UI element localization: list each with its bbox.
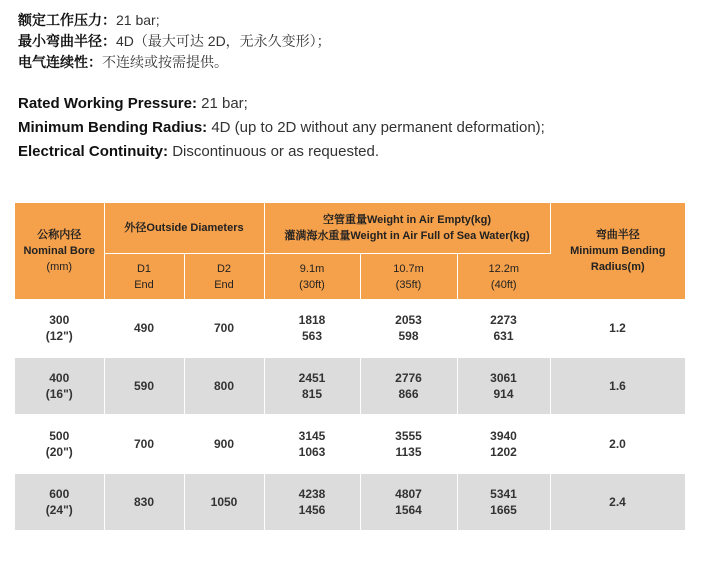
- cell-line: 2776: [395, 371, 422, 385]
- spec-value: 4D (up to 2D without any permanent deformation);: [207, 119, 545, 136]
- cell-d1: 590: [104, 357, 184, 415]
- header-weight: [264, 203, 550, 254]
- hose-spec-table: [15, 203, 686, 532]
- cell-weight-30ft: [264, 415, 360, 473]
- cell-d1: 700: [104, 415, 184, 473]
- cell-line: 631: [493, 329, 514, 343]
- table-row: [15, 357, 685, 415]
- cell-line: 3940: [490, 429, 517, 443]
- table-row: [15, 300, 685, 358]
- cell-line: 2053: [395, 313, 422, 327]
- header-nominal-bore: [15, 203, 104, 300]
- cell-weight-30ft: [264, 473, 360, 531]
- cell-line: 598: [398, 329, 419, 343]
- spec-label: Minimum Bending Radius:: [18, 119, 208, 136]
- header-outside-diameters: 外径Outside Diameters: [104, 203, 264, 254]
- spec-value: 21 bar;: [196, 95, 248, 112]
- spec-label: 最小弯曲半径：: [18, 33, 116, 49]
- cell-line: 500: [49, 429, 70, 443]
- cell-weight-30ft: [264, 357, 360, 415]
- header-line: (35ft): [395, 278, 422, 291]
- cell-weight-40ft: [457, 300, 550, 358]
- specs-english: [18, 92, 545, 164]
- cell-line: 1063: [298, 445, 326, 459]
- spec-line-pressure-en: [18, 92, 545, 116]
- header-line: (30ft): [299, 278, 325, 291]
- cell-weight-40ft: [457, 415, 550, 473]
- cell-line: 600: [49, 487, 70, 501]
- cell-line: 4807: [395, 487, 422, 501]
- cell-d2: 800: [184, 357, 264, 415]
- header-line: 灌满海水重量Weight in Air Full of Sea Water(kg): [284, 230, 530, 242]
- cell-weight-30ft: [264, 300, 360, 358]
- header-line: Radius(m): [590, 261, 645, 273]
- cell-weight-40ft: [457, 473, 550, 531]
- cell-line: (20"): [45, 445, 73, 459]
- cell-line: 1202: [490, 445, 517, 459]
- header-line: Nominal Bore: [23, 245, 95, 257]
- cell-bore: [15, 300, 104, 358]
- cell-line: 5341: [490, 487, 517, 501]
- spec-line-continuity-en: [18, 140, 545, 164]
- cell-bore: [15, 357, 104, 415]
- spec-label: 电气连续性：: [18, 54, 102, 70]
- cell-line: 866: [398, 387, 419, 401]
- header-line: D2: [216, 262, 232, 275]
- spec-value: 4D（最大可达 2D，无永久变形）；: [116, 33, 331, 49]
- cell-line: 3061: [490, 371, 517, 385]
- spec-label: Electrical Continuity:: [18, 143, 169, 160]
- cell-line: 400: [49, 371, 70, 385]
- spec-line-bending-cn: [18, 31, 331, 52]
- spec-label: Rated Working Pressure:: [18, 95, 197, 112]
- cell-weight-35ft: [360, 415, 457, 473]
- cell-d1: 830: [104, 473, 184, 531]
- cell-line: (12"): [45, 329, 73, 343]
- header-length-35ft: [360, 254, 457, 300]
- header-length-40ft: [457, 254, 550, 300]
- cell-d2: 1050: [184, 473, 264, 531]
- cell-line: (16"): [45, 387, 73, 401]
- header-line: Minimum Bending: [570, 245, 666, 257]
- header-line: 空管重量Weight in Air Empty(kg): [322, 214, 492, 226]
- spec-value: Discontinuous or as requested.: [168, 143, 379, 160]
- cell-line: 1564: [395, 503, 422, 517]
- cell-d2: 900: [184, 415, 264, 473]
- cell-line: 3555: [395, 429, 422, 443]
- spec-line-continuity-cn: [18, 52, 331, 73]
- cell-line: 1665: [490, 503, 517, 517]
- spec-line-pressure-cn: [18, 10, 331, 31]
- header-line: 10.7m: [393, 262, 424, 275]
- cell-d2: 700: [184, 300, 264, 358]
- spec-value: 不连续或按需提供。: [102, 54, 228, 70]
- cell-weight-35ft: [360, 473, 457, 531]
- spec-line-bending-en: [18, 116, 545, 140]
- cell-weight-35ft: [360, 357, 457, 415]
- cell-line: 914: [493, 387, 514, 401]
- header-line: 12.2m: [488, 262, 520, 275]
- header-d1: [104, 254, 184, 300]
- spec-label: 额定工作压力：: [18, 12, 116, 28]
- cell-weight-35ft: [360, 300, 457, 358]
- cell-weight-40ft: [457, 357, 550, 415]
- header-line: 弯曲半径: [595, 229, 640, 241]
- cell-radius: 1.2: [550, 300, 685, 358]
- header-length-30ft: [264, 254, 360, 300]
- cell-radius: 1.6: [550, 357, 685, 415]
- spec-value: 21 bar;: [116, 12, 160, 28]
- cell-line: 2451: [298, 371, 326, 385]
- cell-bore: [15, 415, 104, 473]
- cell-radius: 2.4: [550, 473, 685, 531]
- cell-line: (24"): [45, 503, 73, 517]
- cell-line: 563: [302, 329, 323, 343]
- cell-line: 1456: [298, 503, 326, 517]
- cell-line: 2273: [490, 313, 517, 327]
- header-line: End: [134, 278, 154, 291]
- header-line: End: [214, 278, 234, 291]
- cell-d1: 490: [104, 300, 184, 358]
- cell-line: 1135: [395, 445, 422, 459]
- table-row: [15, 473, 685, 531]
- cell-radius: 2.0: [550, 415, 685, 473]
- cell-line: 1818: [298, 313, 326, 327]
- header-line: 9.1m: [299, 262, 325, 275]
- cell-bore: [15, 473, 104, 531]
- cell-line: 815: [302, 387, 323, 401]
- header-line: (40ft): [490, 278, 517, 291]
- header-line: (mm): [46, 261, 73, 273]
- header-d2: [184, 254, 264, 300]
- cell-line: 300: [49, 313, 70, 327]
- header-bending-radius: [550, 203, 685, 300]
- cell-line: 3145: [298, 429, 326, 443]
- specs-chinese: [18, 10, 331, 73]
- table-row: [15, 415, 685, 473]
- header-line: D1: [136, 262, 152, 275]
- cell-line: 4238: [298, 487, 326, 501]
- header-line: 公称内径: [37, 229, 82, 241]
